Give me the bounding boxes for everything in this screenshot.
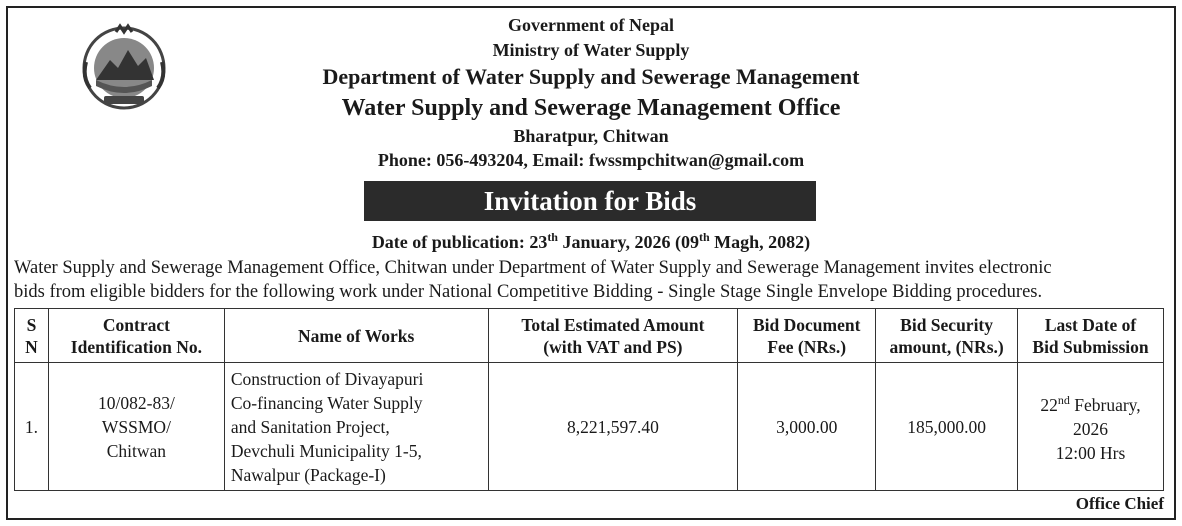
header-office: Water Supply and Sewerage Management Office <box>341 95 841 121</box>
header-ministry: Ministry of Water Supply <box>492 40 690 60</box>
col-header-contract: Contract Identification No. <box>48 309 224 363</box>
invitation-banner: Invitation for Bids <box>364 181 816 221</box>
cell-doc-fee: 3,000.00 <box>738 363 876 491</box>
cell-works: Construction of Divayapuri Co-financing Water Supply and Sanitation Project, Devchuli Municipality 1-5, Nawalpur (Package-I) <box>224 363 488 491</box>
cell-contract: 10/082-83/ WSSMO/ Chitwan <box>48 363 224 491</box>
table-header-row <box>15 309 1164 363</box>
header-contact: Phone: 056-493204, Email: fwssmpchitwan@gmail.com <box>377 150 805 170</box>
signature-office-chief: Office Chief <box>1075 494 1164 513</box>
cell-security: 185,000.00 <box>876 363 1018 491</box>
col-header-sn: S N <box>15 309 49 363</box>
header-government: Government of Nepal <box>508 15 674 35</box>
table-row <box>15 363 1164 491</box>
intro-line-1: Water Supply and Sewerage Management Office, Chitwan under Department of Water Supply and Sewerage Management invites electronic <box>14 258 1052 278</box>
bids-table <box>14 308 1164 491</box>
publication-date: Date of publication: 23th January, 2026 (09th Magh, 2082) <box>371 230 811 252</box>
col-header-doc-fee: Bid Document Fee (NRs.) <box>738 309 876 363</box>
col-header-last-date: Last Date of Bid Submission <box>1018 309 1164 363</box>
col-header-estimate: Total Estimated Amount (with VAT and PS) <box>488 309 738 363</box>
cell-sn: 1. <box>15 363 49 491</box>
col-header-works: Name of Works <box>224 309 488 363</box>
header-department: Department of Water Supply and Sewerage Management <box>322 64 860 89</box>
header-location: Bharatpur, Chitwan <box>513 126 669 146</box>
cell-estimate: 8,221,597.40 <box>488 363 738 491</box>
cell-last-date: 22nd February, 2026 12:00 Hrs <box>1018 363 1164 491</box>
intro-line-2: bids from eligible bidders for the following work under National Competitive Bidding - Single Stage Single Envelope Bidding procedures. <box>14 282 1043 302</box>
intro-paragraph <box>14 256 1170 304</box>
col-header-security: Bid Security amount, (NRs.) <box>876 309 1018 363</box>
